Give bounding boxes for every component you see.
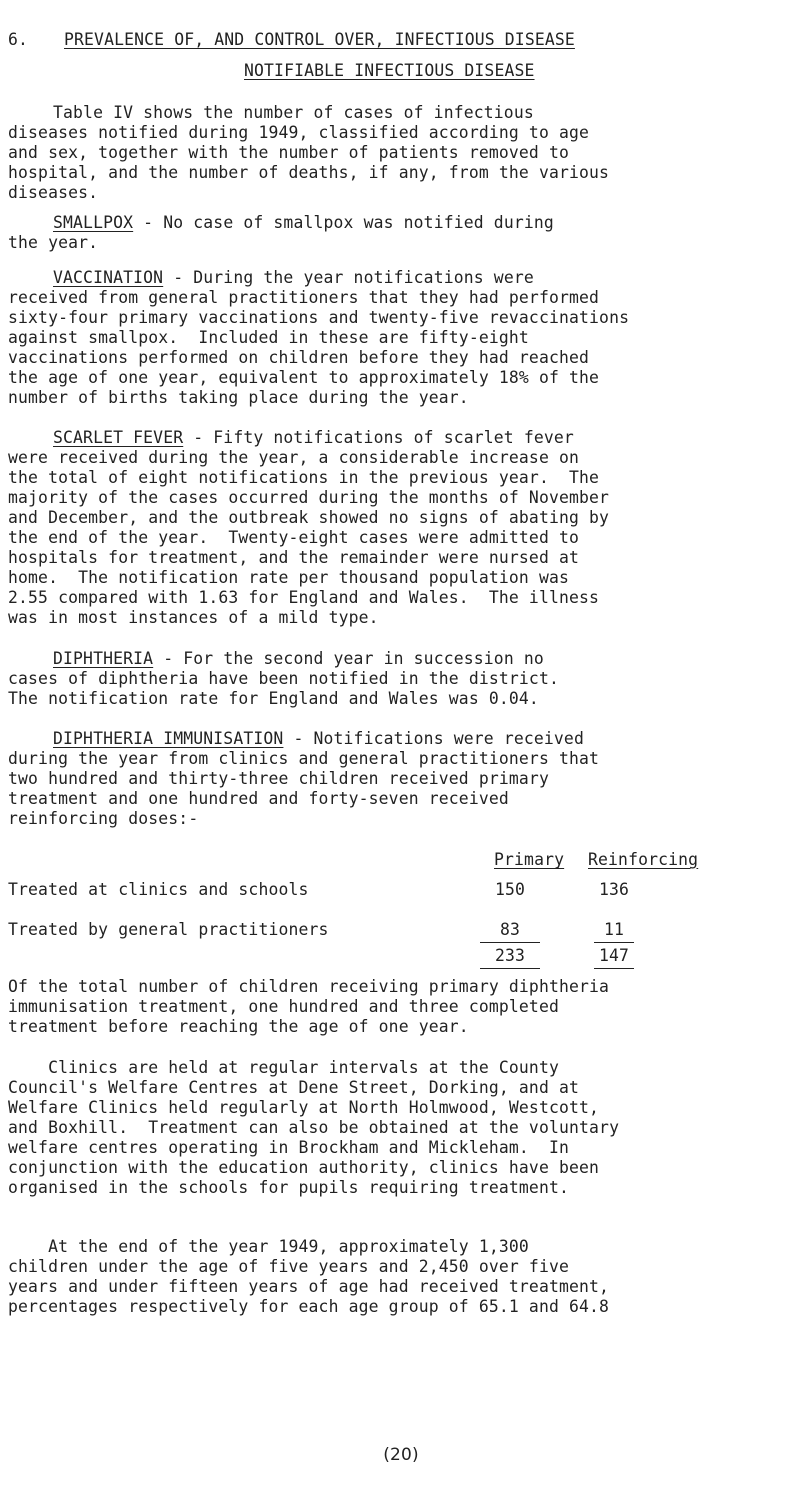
- cell-reinforcing: 136: [598, 880, 630, 899]
- scarlet-fever-paragraph: [8, 428, 800, 628]
- text-line: two hundred and thirty-three children received primary: [8, 769, 549, 788]
- row-label: Treated at clinics and schools: [8, 880, 309, 899]
- subtotal-rule-primary: [480, 942, 540, 943]
- text-line: hospitals for treatment, and the remainder were nursed at: [8, 548, 580, 567]
- text-line: treatment and one hundred and forty-seven received: [8, 789, 509, 808]
- smallpox-heading: SMALLPOX: [53, 213, 134, 232]
- text-line: Council's Welfare Centres at Dene Street, Dorking, and at: [8, 1078, 580, 1097]
- text-line: the year.: [8, 233, 99, 252]
- table-row: [8, 880, 788, 900]
- text-line: immunisation treatment, one hundred and three completed: [8, 997, 559, 1016]
- section-number: 6.: [8, 30, 29, 49]
- text-line: VACCINATION - During the year notifications were: [53, 268, 534, 287]
- text-line: and sex, together with the number of patients removed to: [8, 143, 570, 162]
- text-line: organised in the schools for pupils requiring treatment.: [8, 1178, 570, 1197]
- text-line: reinforcing doses:-: [8, 809, 199, 828]
- clinics-paragraph: [8, 1058, 800, 1198]
- immunisation-paragraph: [8, 729, 800, 829]
- text-line: the total of eight notifications in the previous year. The: [8, 468, 600, 487]
- text-line: majority of the cases occurred during the months of November: [8, 488, 610, 507]
- immunisation-table: [8, 850, 788, 970]
- table-header-row: [8, 850, 788, 870]
- intro-paragraph: [8, 103, 800, 203]
- scarlet-fever-heading: SCARLET FEVER: [53, 428, 184, 447]
- text-line: vaccinations performed on children before they had reached: [8, 348, 590, 367]
- section-title: PREVALENCE OF, AND CONTROL OVER, INFECTIOUS DISEASE: [64, 30, 575, 49]
- total-reinforcing: 147: [598, 946, 630, 965]
- text-line: received from general practitioners that they had performed: [8, 288, 600, 307]
- text-line: diseases notified during 1949, classified according to age: [8, 123, 590, 142]
- text-line: during the year from clinics and general practitioners that: [8, 749, 600, 768]
- cell-reinforcing: 11: [603, 920, 625, 939]
- after-table-paragraph: [8, 977, 800, 1037]
- text-line: DIPHTHERIA - For the second year in succession no: [53, 649, 544, 668]
- text-line: Table IV shows the number of cases of infectious: [53, 103, 534, 122]
- text-line: number of births taking place during the year.: [8, 388, 469, 407]
- text-line: children under the age of five years and 2,450 over five: [8, 1257, 570, 1276]
- text-line: welfare centres operating in Brockham and Mickleham. In: [8, 1138, 570, 1157]
- table-row: [8, 920, 788, 940]
- text-line: Of the total number of children receiving primary diphtheria: [8, 977, 610, 996]
- cell-primary: 150: [494, 880, 526, 899]
- text-line: Welfare Clinics held regularly at North Holmwood, Westcott,: [8, 1098, 600, 1117]
- text-line: hospital, and the number of deaths, if any, from the various: [8, 163, 610, 182]
- page-number: (20): [383, 1445, 419, 1465]
- text-line: cases of diphtheria have been notified in the district.: [8, 669, 559, 688]
- column-header-primary: Primary: [494, 850, 565, 869]
- diphtheria-heading: DIPHTHERIA: [53, 649, 154, 668]
- text-line: At the end of the year 1949, approximately 1,300: [8, 1237, 529, 1256]
- text-line: SCARLET FEVER - Fifty notifications of scarlet fever: [53, 428, 574, 447]
- text-line: DIPHTHERIA IMMUNISATION - Notifications were received: [53, 729, 584, 748]
- total-rule-primary: [480, 968, 540, 969]
- text-line: sixty-four primary vaccinations and twenty-five revaccinations: [8, 308, 630, 327]
- text-line: and Boxhill. Treatment can also be obtained at the voluntary: [8, 1118, 620, 1137]
- text-line: 2.55 compared with 1.63 for England and Wales. The illness: [8, 588, 600, 607]
- total-primary: 233: [494, 946, 526, 965]
- text-line: were received during the year, a considerable increase on: [8, 448, 580, 467]
- text-line: The notification rate for England and Wales was 0.04.: [8, 689, 539, 708]
- text-line: years and under fifteen years of age had received treatment,: [8, 1277, 610, 1296]
- text-line: home. The notification rate per thousand population was: [8, 568, 570, 587]
- vaccination-heading: VACCINATION: [53, 268, 164, 287]
- text-line: the end of the year. Twenty-eight cases were admitted to: [8, 528, 580, 547]
- text-line: was in most instances of a mild type.: [8, 608, 379, 627]
- vaccination-paragraph: [8, 268, 800, 408]
- end-of-year-paragraph: [8, 1237, 800, 1317]
- total-rule-reinforcing: [594, 968, 634, 969]
- text-line: conjunction with the education authority, clinics have been: [8, 1158, 600, 1177]
- diphtheria-paragraph: [8, 649, 800, 709]
- column-header-reinforcing: Reinforcing: [588, 850, 699, 869]
- text-line: treatment before reaching the age of one year.: [8, 1017, 469, 1036]
- subsection-title: NOTIFIABLE INFECTIOUS DISEASE: [244, 61, 535, 80]
- section-heading: [8, 30, 575, 50]
- smallpox-paragraph: [8, 213, 800, 253]
- row-label: Treated by general practitioners: [8, 920, 329, 939]
- table-total-row: [8, 946, 788, 966]
- text-line: percentages respectively for each age group of 65.1 and 64.8: [8, 1297, 610, 1316]
- immunisation-heading: DIPHTHERIA IMMUNISATION: [53, 729, 284, 748]
- cell-primary: 83: [499, 920, 521, 939]
- text-line: against smallpox. Included in these are fifty-eight: [8, 328, 529, 347]
- text-line: diseases.: [8, 183, 99, 202]
- text-line: Clinics are held at regular intervals at the County: [8, 1058, 559, 1077]
- text-line: and December, and the outbreak showed no signs of abating by: [8, 508, 610, 527]
- text-line: the age of one year, equivalent to approximately 18% of the: [8, 368, 600, 387]
- subtotal-rule-reinforcing: [594, 942, 634, 943]
- text-line: SMALLPOX - No case of smallpox was notified during: [53, 213, 554, 232]
